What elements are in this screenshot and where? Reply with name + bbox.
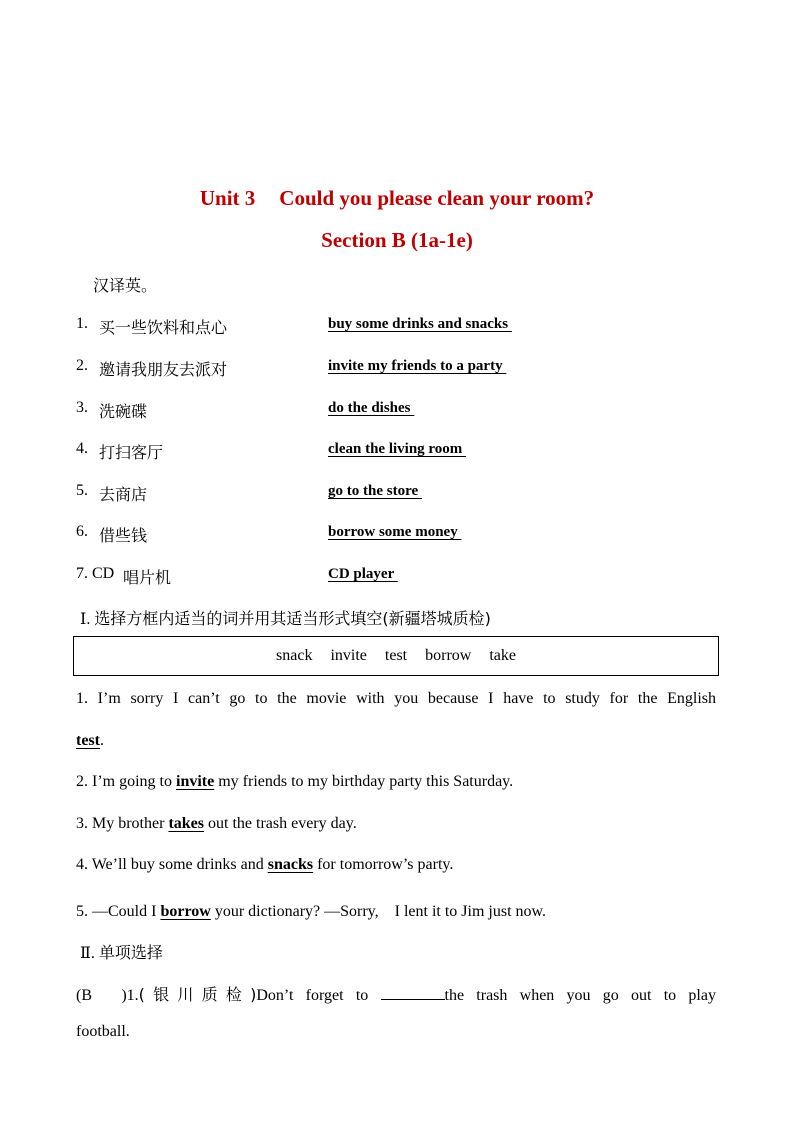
vocab-number: 6. (76, 523, 88, 540)
part2-number: Ⅱ. (80, 945, 95, 962)
vocab-row (76, 315, 636, 339)
vocab-row (76, 399, 636, 423)
vocab-chinese: 洗碗碟 (99, 402, 148, 421)
word-bank-box (73, 636, 719, 676)
fill-question-5 (76, 898, 546, 921)
vocab-english-answer: borrow some money (328, 524, 462, 540)
part1-number: Ⅰ. (80, 611, 91, 628)
vocab-english-answer: invite my friends to a party (328, 358, 507, 374)
word-bank-word: take (489, 647, 516, 664)
word-bank-word: test (384, 647, 408, 664)
question-source: (银川质检) (138, 985, 257, 1004)
vocab-chinese: 去商店 (99, 485, 148, 504)
question-text: for tomorrow’s party. (313, 856, 454, 873)
question-text: my friends to my birthday party this Saturday. (214, 773, 514, 790)
question-text: your dictionary? —Sorry, I lent it to Jim just now. (210, 903, 547, 920)
question-text: 4. We’ll buy some drinks and (76, 856, 268, 873)
question-number: )1. (121, 987, 139, 1004)
vocab-number: 4. (76, 440, 88, 457)
question-text: 5. —Could I (76, 903, 161, 920)
word-bank-word: borrow (425, 647, 472, 664)
vocab-english-answer: go to the store (328, 483, 422, 499)
answer-blank (381, 985, 445, 1000)
unit-title (0, 186, 794, 211)
question-answer: takes (168, 815, 204, 832)
vocab-number: 3. (76, 399, 88, 416)
fill-question-1-cont (76, 732, 104, 750)
word-bank-word: snack (276, 647, 313, 664)
choice-question-1-cont: football. (76, 1023, 130, 1040)
fill-question-2 (76, 773, 513, 791)
unit-question: Could you please clean your room? (279, 186, 595, 210)
vocab-english-answer: CD player (328, 566, 398, 582)
fill-question-1 (76, 690, 716, 708)
vocab-number: 5. (76, 482, 88, 499)
part2-heading (80, 940, 163, 963)
word-bank-word: invite (330, 647, 367, 664)
vocab-number: 7. CD (76, 565, 115, 582)
vocab-row (76, 565, 636, 589)
question-text: 1. I’m sorry I can’t go to the movie with you because I have to study for the English (76, 690, 716, 707)
question-answer: borrow (160, 903, 211, 920)
vocab-row (76, 440, 636, 464)
fill-question-3 (76, 815, 357, 833)
vocab-number: 1. (76, 315, 88, 332)
question-bracket: ( (76, 987, 82, 1004)
vocab-chinese: 买一些饮料和点心 (99, 318, 228, 337)
vocab-english-answer: clean the living room (328, 441, 467, 457)
question-text: the trash when you go out to play (444, 987, 716, 1004)
unit-number: Unit 3 (199, 186, 256, 210)
vocab-instruction: 汉译英。 (93, 276, 158, 295)
question-answer: invite (176, 773, 215, 790)
vocab-english-answer: do the dishes (328, 400, 415, 416)
vocab-chinese: 借些钱 (99, 526, 148, 545)
part1-heading (80, 606, 491, 629)
vocab-chinese: 邀请我朋友去派对 (99, 360, 228, 379)
vocab-chinese: 打扫客厅 (99, 443, 164, 462)
fill-question-4 (76, 856, 453, 874)
part1-title: 选择方框内适当的词并用其适当形式填空(新疆塔城质检) (94, 609, 491, 628)
question-text: 2. I’m going to (76, 773, 176, 790)
vocab-number: 2. (76, 357, 88, 374)
vocab-row (76, 482, 636, 506)
vocab-chinese: 唱片机 (123, 568, 172, 587)
question-answer: snacks (267, 856, 314, 873)
question-text: out the trash every day. (204, 815, 357, 832)
section-title: Section B (1a-1e) (321, 228, 473, 252)
choice-question-1 (76, 982, 716, 1005)
question-text: Don’t forget to (256, 987, 381, 1004)
vocab-row (76, 357, 636, 381)
vocab-row (76, 523, 636, 547)
vocab-english-answer: buy some drinks and snacks (328, 316, 512, 332)
part2-title: 单项选择 (98, 943, 163, 962)
question-answer: test (76, 732, 100, 749)
question-text: . (99, 732, 104, 749)
choice-answer: B (81, 987, 92, 1004)
question-text: 3. My brother (76, 815, 169, 832)
